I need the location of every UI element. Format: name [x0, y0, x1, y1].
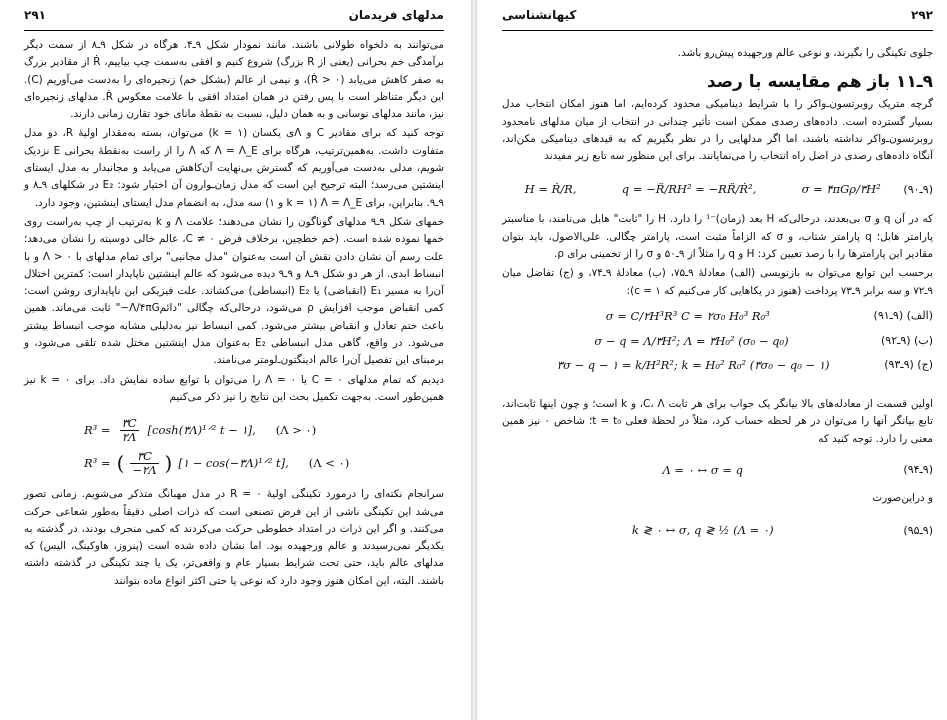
right-body-last	[502, 490, 933, 507]
eq-cosh-body: [cosh(۳Λ)¹ᐟ² t − ۱],	[147, 423, 256, 438]
right-body-intro	[502, 96, 933, 165]
right-paragraph-6: و دراین‌صورت	[872, 491, 933, 504]
eq91-expression: σ = C/۲H³R³ C = ۲σ₀ H₀³ R₀³	[605, 308, 770, 323]
left-paragraph-2: توجه کنید که برای مقادیر C و Λ‌ی یکسان (k = ۱) می‌توان، بسته به‌مقدار اولیهٔ R، دو مدل متفاوت داشت. به‌همین‌ترتیب، هرگاه برای Λ = Λ_E که Λ را از راست به‌نقطهٔ بحرانی E نزدیک شویم، مدلی به‌دست می‌آوریم که گسترش بی‌نهایت آن‌کاهش می‌یابد و مجانبدار به مدل ایستای اینشتین می‌رسد؛ البته ترجیح این است که مدل زمان‌ـوارون آن اختیار شود: E₂ در شکلهای ۹ـ۸ و ۹ـ۹. بنابراین، برای k = ۱) Λ = Λ_E و ۱) سه مدل، به انضمام مدل ایستای اینشتین، وجود دارد.	[24, 127, 445, 209]
left-equation-cosh	[24, 414, 444, 446]
eq92-number: (ب) (۹ـ۹۲)	[880, 334, 933, 348]
left-paragraph-3: خمهای شکل ۹ـ۹ مدلهای گوناگون را نشان می‌دهند؛ علامت Λ و k به‌ترتیب از چپ به‌راست روی خمها نموده شده است. (خم خطچین، برخلاف فرض C ≠ ۰، عالم خالی دوسیته را نشان می‌دهد؛ علت رسم آن نشان دادن نقش آن است به‌عنوان "مدل مجانبی" برای تمام مدلهای با ۰ < Λ و با انبساط ابدی. از هر دو شکل ۹ـ۸ و ۹ـ۹ دیده می‌شود که عالم اینشتین ناپایدار است: کمترین اختلال آن‌را به مسیر E₁ (انقباضی) یا E₂ (انبساطی) می‌کشاند. علت فیزیکی این ناپایداری روشن است: کمی انقباض موجب افزایش ρ می‌شود، درحالی‌که چگالی "دائم‌Λ/۴πG−" ثابت می‌ماند. همین باعث ختم تعادل و انقباض بیشتر می‌شود. کمی انبساط نیز به‌دلیلی مشابه موجب انبساط بیشتر می‌شود. در واقع، گاهی مدل انبساطی E₂ به‌عنوان مدل اینشتین مختل شده تلقی می‌شود، و برمبنای این تفصیل آن‌را عالم ادینگتون‌ـ‌لومتر می‌نامند.	[24, 215, 445, 367]
eq-cosh-denominator: ۲Λ	[121, 429, 137, 444]
eq-cos-fraction	[130, 450, 158, 477]
right-body-mid	[502, 211, 933, 299]
eq-cosh-condition: (Λ > ۰)	[275, 423, 317, 438]
left-paragraph-1: می‌توانند به دلخواه طولانی باشند. مانند نمودار شکل ۹ـ۴. هرگاه در شکل ۹ـ۸ از سمت دیگر برآمدگی خم بحرانی (یعنی از R بزرگ) شروع کنیم و افقی به‌سمت چپ بیاییم، Ṙ از مقادیر بزرگ به صفر کاهش می‌یابد (Ṙ > ۰)، و نیمی از عالم (بشکل خم) زنجیره‌ای را به‌دست می‌آوریم (C). این دیگر متناظر است با پس رفتن در همان امتداد افقی با علامت معکوس Ṙ. مدلهای زنجیره‌ای نیز، مانند مدلهای نوسانی و به همان دلیل، نسبت به نقطهٔ مانای خود تقارن زمانی دارند.	[24, 39, 445, 121]
eq94-expression: Λ = ۰ ↔ σ = q	[662, 462, 743, 477]
eq-cos-numerator: ۳C	[130, 450, 158, 464]
eq94-number: (۹ـ۹۴)	[903, 463, 933, 477]
eq95-expression: k ≷ ۰ ↔ σ, q ≷ ½ (Λ = ۰)	[631, 523, 774, 538]
eq-cos-paren-close: )	[164, 451, 173, 476]
eq-cos-lhs: R³ =	[84, 456, 111, 471]
right-paragraph-1: جلوی تکینگی را بگیرند، و نوعی عالم ورجهیده پیش‌رو باشد.	[677, 47, 933, 59]
right-page-number: ۲۹۲	[911, 8, 933, 22]
right-running-title: کیهانشناسی	[502, 8, 577, 22]
equation-9-91	[502, 302, 933, 330]
eq95-number: (۹ـ۹۵)	[903, 523, 933, 537]
left-page-number: ۲۹۱	[24, 8, 46, 22]
book-gutter	[471, 0, 477, 720]
equation-9-95	[502, 509, 933, 551]
eq90-number: (۹ـ۹۰)	[903, 182, 933, 196]
left-running-title: مدلهای فریدمان	[348, 8, 444, 22]
eq93-number: (ج) (۹ـ۹۳)	[884, 358, 933, 372]
equation-9-94	[502, 450, 933, 490]
eq90-expressions	[502, 182, 903, 196]
eq-cosh-numerator: ۳C	[121, 415, 137, 430]
eq90-deceleration: q = −R̈/RH² = −RR̈/Ṙ²,	[621, 182, 757, 197]
eq90-hubble: H = Ṙ/R,	[524, 182, 577, 197]
equation-9-92	[502, 330, 933, 352]
right-page-header	[502, 0, 933, 31]
equation-9-93	[502, 352, 933, 378]
left-page	[0, 0, 470, 720]
equation-9-90	[502, 167, 933, 211]
eq-cos-body: [۱ − cos(−۳Λ)¹ᐟ² t],	[178, 456, 289, 471]
right-page	[478, 0, 947, 720]
right-paragraph-4: برحسب این توابع می‌توان به بازنویسی (الف) معادلهٔ ۹ـ۷۵، (ب) معادلهٔ ۹ـ۷۴، و (ج) تفاضل میان ۹ـ۷۲ و سه برابر ۹ـ۷۳ پرداخت (هنوز در یکاهایی کار می‌کنیم که c = ۱):	[502, 267, 933, 297]
eq91-number: (الف) (۹ـ۹۱)	[873, 309, 933, 323]
left-body-bottom	[24, 486, 444, 590]
right-paragraph-5: اولین قسمت از معادله‌های بالا بیانگر یک جواب برای هر ثابت C، Λ، و k است؛ و چون اینها ثابت‌اند، تابع بیانگر آنها را می‌توان در هر لحظه حساب کرد، مثلاً در لحظهٔ فعلی t = t₀؛ شاخص ۰ نیز همین معنی را دارد. توجه کنید که	[502, 397, 933, 445]
left-equation-cos	[24, 446, 444, 480]
eq90-density: σ = ۴πGρ/۳H²	[801, 182, 881, 197]
eq-cos-condition: (Λ < ۰)	[308, 456, 350, 471]
eq-cos-denominator: −۲Λ	[132, 462, 157, 477]
right-body-top	[502, 45, 933, 62]
eq93-expression: ۳σ − q − ۱ = k/H²R²; k = H₀² R₀² (۳σ₀ − q₀ − ۱)	[556, 357, 830, 372]
right-paragraph-3: که در آن q و σ بی‌بعدند، درحالی‌که H بعد (زمان)⁻¹ را دارد. H را "ثابت" هابل می‌نامند، با مناسبتر پارامتر هابل؛ q پارامتر شتاب، و σ که الزاماً مثبت است، پارامتر چگالی. علی‌الاصول، باید بتوان مقادیر این پارامترها را با رصد تعیین کرد: H و q را مثلاً از ۹ـ۵۰ و σ را از تخمینی برای ρ.	[502, 213, 933, 261]
eq-cosh-fraction	[120, 417, 139, 444]
left-paragraph-5: سرانجام نکته‌ای را درمورد تکینگی اولیهٔ R = ۰ در مدل مهبانگ متذکر می‌شویم. زمانی تصور می‌شد این تکینگی ناشی از این فرض تصنعی است که ذرات اصلی دقیقاً به‌طور شعاعی حرکت می‌کنند. و اگر این ذرات در امتداد خطوطی حرکت می‌کردند که کمی منحرف بودند، در گذشته به یکدیگر نمی‌رسیدند و عالم ورجهیده بود. اما نشان داده شده است (پنروز، هاوکینگ، الیس) که مدلهای عالم باید، حتی تحت شرایط بسیار عام و واقعی‌تر، یک یا چند تکینگی در گذشته داشته باشند. البته، این امکان هنوز وجود دارد که نوعی یا حتی اکثر انواع ماده بتوانند	[24, 488, 444, 587]
section-heading: ۹ـ۱۱ باز هم مقایسه با رصد	[706, 72, 933, 93]
left-body	[24, 37, 444, 406]
right-paragraph-2: گرچه متریک روبرتسون‌ـ‌واکر را با شرایط دینامیکی محدود کرده‌ایم، اما هنوز امکان انتخاب مدل بسیار گسترده است. داده‌های رصدی ممکن است تأثیر چندانی در انتخاب از میان مدلهای نامحدود روبرتسون‌ـ‌واکر نداشته باشند، اما اگر مدلهایی را در نظر بگیریم که به قیدهای دینامیکی مکن‌اند، آنگاه داده‌های رصدی در اصل راه انتخاب را می‌نمایانند. برای این منظور سه تابع زیر مفیدند	[502, 98, 933, 163]
left-page-header	[24, 0, 444, 31]
left-paragraph-4: دیدیم که تمام مدلهای C = ۰ یا Λ = ۰ را می‌توان با توابع ساده نمایش داد. برای k = ۰ نیز همین‌طور است. به‌جهت تکمیل بحث این نتایج را نیز ذکر می‌کنیم	[24, 373, 444, 403]
eq-cosh-lhs: R³ =	[84, 423, 111, 438]
eq-cos-paren-open: (	[116, 451, 125, 476]
right-body-lower	[502, 396, 933, 448]
eq92-expression: σ − q = Λ/۳H²; Λ = ۳H₀² (σ₀ − q₀)	[594, 333, 789, 348]
